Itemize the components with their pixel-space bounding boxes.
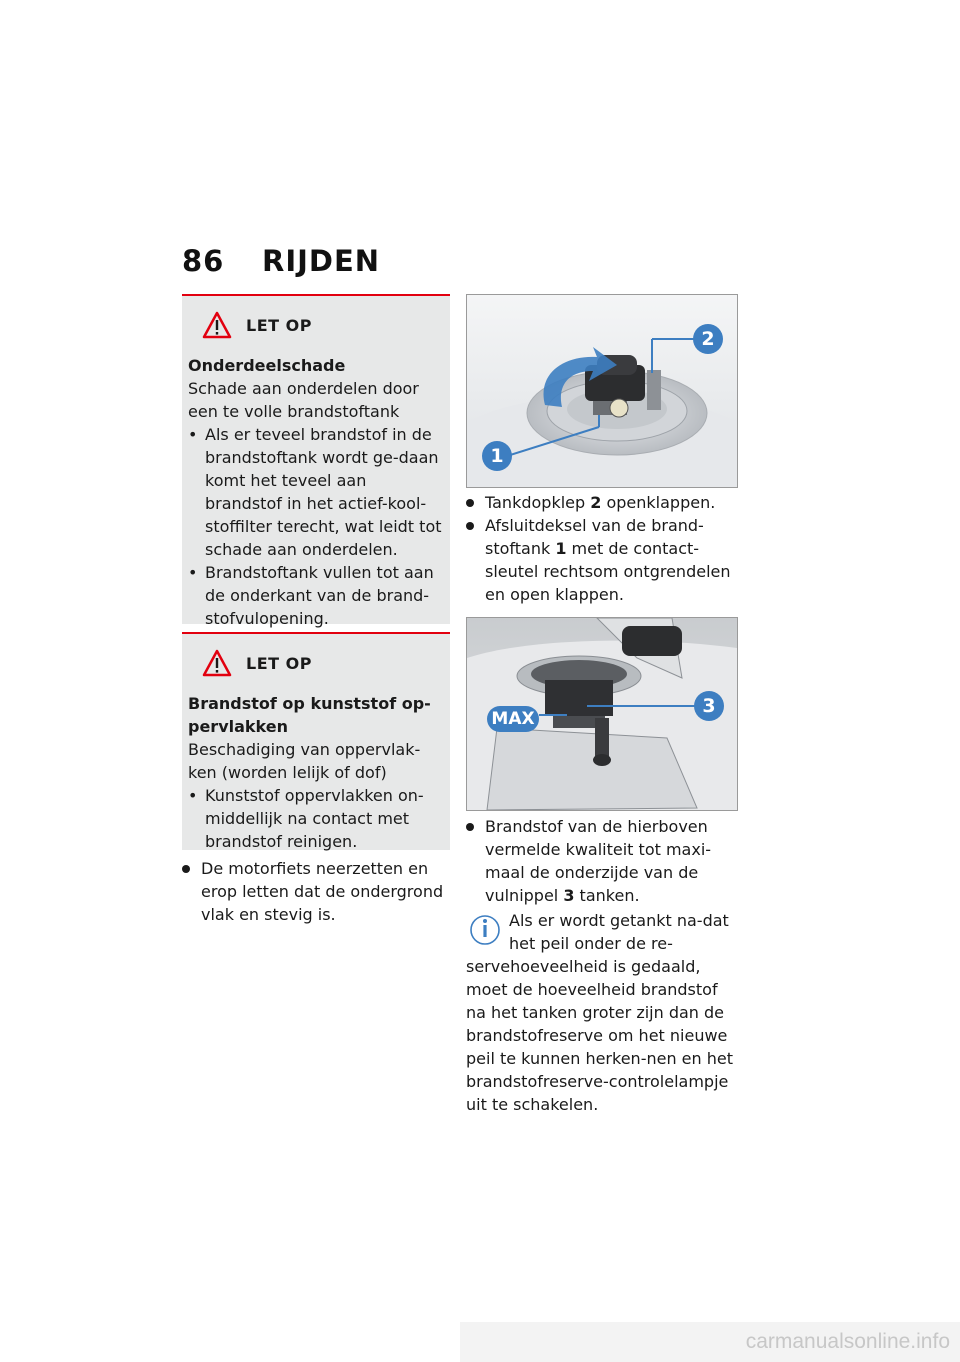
figure-fuel-cap	[466, 294, 738, 488]
step-item: Afsluitdeksel van de brand-stoftank 1 met de contact-sleutel rechtsom ontgrendelen en open klappen.	[466, 514, 741, 606]
warning-box-plastic-surfaces	[182, 632, 450, 850]
warning-bullet: • Brandstoftank vullen tot aan de onderkant van de brand-stofvulopening.	[188, 563, 434, 628]
left-step-list	[182, 857, 450, 926]
warning-title: Onderdeelschade	[188, 356, 346, 375]
warning-label: LET OP	[246, 653, 312, 673]
warning-title: Brandstof op kunststof op-pervlakken	[188, 694, 431, 736]
page-header	[182, 244, 380, 278]
warning-label: LET OP	[246, 315, 312, 335]
watermark[interactable]: carmanualsonline.info	[460, 1322, 960, 1362]
warning-triangle-icon	[202, 311, 232, 339]
warning-description: Schade aan onderdelen door een te volle brandstoftank	[188, 379, 419, 421]
warning-heading	[188, 634, 442, 692]
warning-description: Beschadiging van oppervlak-ken (worden lelijk of dof)	[188, 740, 421, 782]
figure-filler-neck	[466, 617, 738, 811]
callout-3: 3	[694, 691, 724, 721]
step-item: Brandstof van de hierboven vermelde kwaliteit tot maxi-maal de onderzijde van de vulnippel 3 tanken.	[466, 815, 741, 907]
callout-2: 2	[693, 324, 723, 354]
page-number: 86	[182, 244, 225, 278]
section-title: RIJDEN	[262, 244, 381, 278]
step-item: Tankdopklep 2 openklappen.	[466, 491, 741, 514]
step-item: De motorfiets neerzetten en erop letten dat de ondergrond vlak en stevig is.	[182, 857, 450, 926]
right-step-list-1	[466, 491, 741, 606]
warning-heading	[188, 296, 442, 354]
warning-bullet: • Kunststof oppervlakken on-middellijk na contact met brandstof reinigen.	[188, 786, 424, 851]
max-label: MAX	[487, 706, 539, 732]
callout-1: 1	[482, 441, 512, 471]
right-step-list-2	[466, 815, 741, 907]
warning-triangle-icon	[202, 649, 232, 677]
warning-box-component-damage	[182, 294, 450, 628]
warning-bullet: • Als er teveel brandstof in de brandstoftank wordt ge-daan komt het teveel aan brandstof in het actief-kool-stoffilter terecht, wat leidt tot schade aan onderdelen.	[188, 425, 442, 559]
info-note: Als er wordt getankt na-dat het peil onder de re-servehoeveelheid is gedaald, moet de hoeveelheid brandstof na het tanken groter zijn dan de brandstofreserve om het nieuwe peil te kunnen herken-nen en het brandstofreserve-controlelampje uit te schakelen.	[466, 911, 733, 1114]
